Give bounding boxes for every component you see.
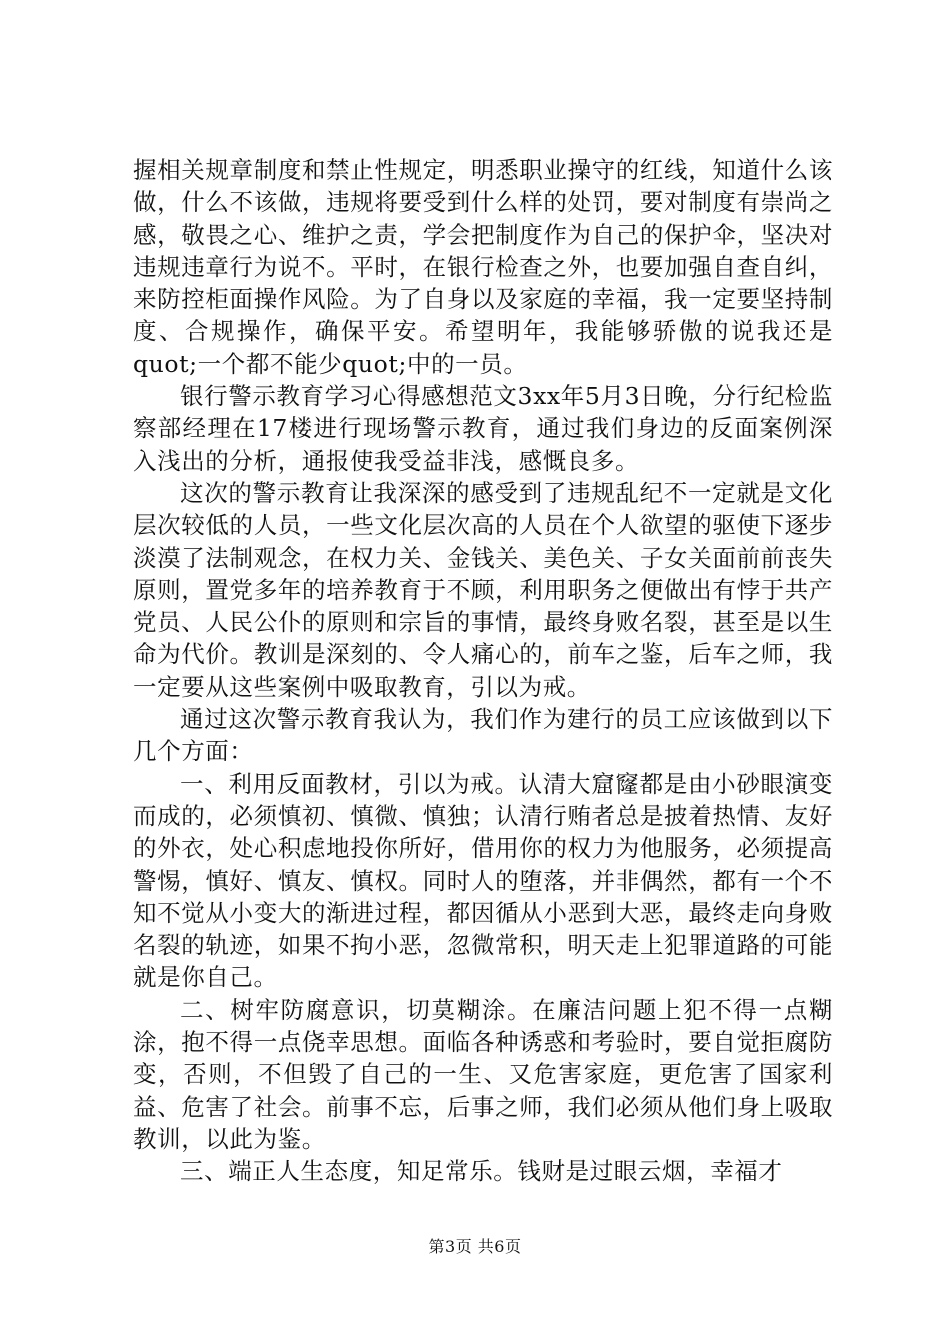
page-number-label: 第3页 共6页	[428, 1237, 522, 1256]
paragraph: 三、端正人生态度，知足常乐。钱财是过眼云烟，幸福才	[180, 1157, 783, 1186]
paragraph: 二、树牢防腐意识，切莫糊涂。在廉洁问题上犯不得一点糊涂，抱不得一点侥幸思想。面临各种诱惑和考验时，要自觉拒腐防变，否则，不但毁了自己的一生、又危害家庭，更危害了国家利益、危害了社会。前事不忘，后事之师，我们必须从他们身上吸取教训，以此为鉴。	[133, 995, 833, 1153]
paragraph: 这次的警示教育让我深深的感受到了违规乱纪不一定就是文化层次较低的人员，一些文化层次高的人员在个人欲望的驱使下逐步淡漠了法制观念，在权力关、金钱关、美色关、子女关面前前丧失原则，置党多年的培养教育于不顾，利用职务之便做出有悖于共产党员、人民公仆的原则和宗旨的事情，最终身败名裂，甚至是以生命为代价。教训是深刻的、令人痛心的，前车之鉴，后车之师，我一定要从这些案例中吸取教育，引以为戒。	[133, 478, 833, 701]
paragraph: 通过这次警示教育我认为，我们作为建行的员工应该做到以下几个方面：	[133, 705, 833, 766]
paragraph: 银行警示教育学习心得感想范文3xx年5月3日晚，分行纪检监察部经理在17楼进行现场警示教育，通过我们身边的反面案例深入浅出的分析，通报使我受益非浅，感慨良多。	[133, 382, 833, 475]
page-footer	[0, 1237, 950, 1257]
paragraph: 握相关规章制度和禁止性规定，明悉职业操守的红线，知道什么该做，什么不该做，违规将要受到什么样的处罚，要对制度有崇尚之感，敬畏之心、维护之责，学会把制度作为自己的保护伞，坚决对违规违章行为说不。平时，在银行检查之外，也要加强自查自纠，来防控柜面操作风险。为了自身以及家庭的幸福，我一定要坚持制度、合规操作，确保平安。希望明年，我能够骄傲的说我还是quot;一个都不能少quot;中的一员。	[133, 156, 833, 378]
document-body	[133, 154, 833, 1188]
paragraph: 一、利用反面教材，引以为戒。认清大窟窿都是由小砂眼演变而成的，必须慎初、慎微、慎独；认清行贿者总是披着热情、友好的外衣，处心积虑地投你所好，借用你的权力为他服务，必须提高警惕，慎好、慎友、慎权。同时人的堕落，并非偶然，都有一个不知不觉从小变大的渐进过程，都因循从小恶到大恶，最终走向身败名裂的轨迹，如果不拘小恶，忽微常积，明天走上犯罪道路的可能就是你自己。	[133, 769, 833, 992]
